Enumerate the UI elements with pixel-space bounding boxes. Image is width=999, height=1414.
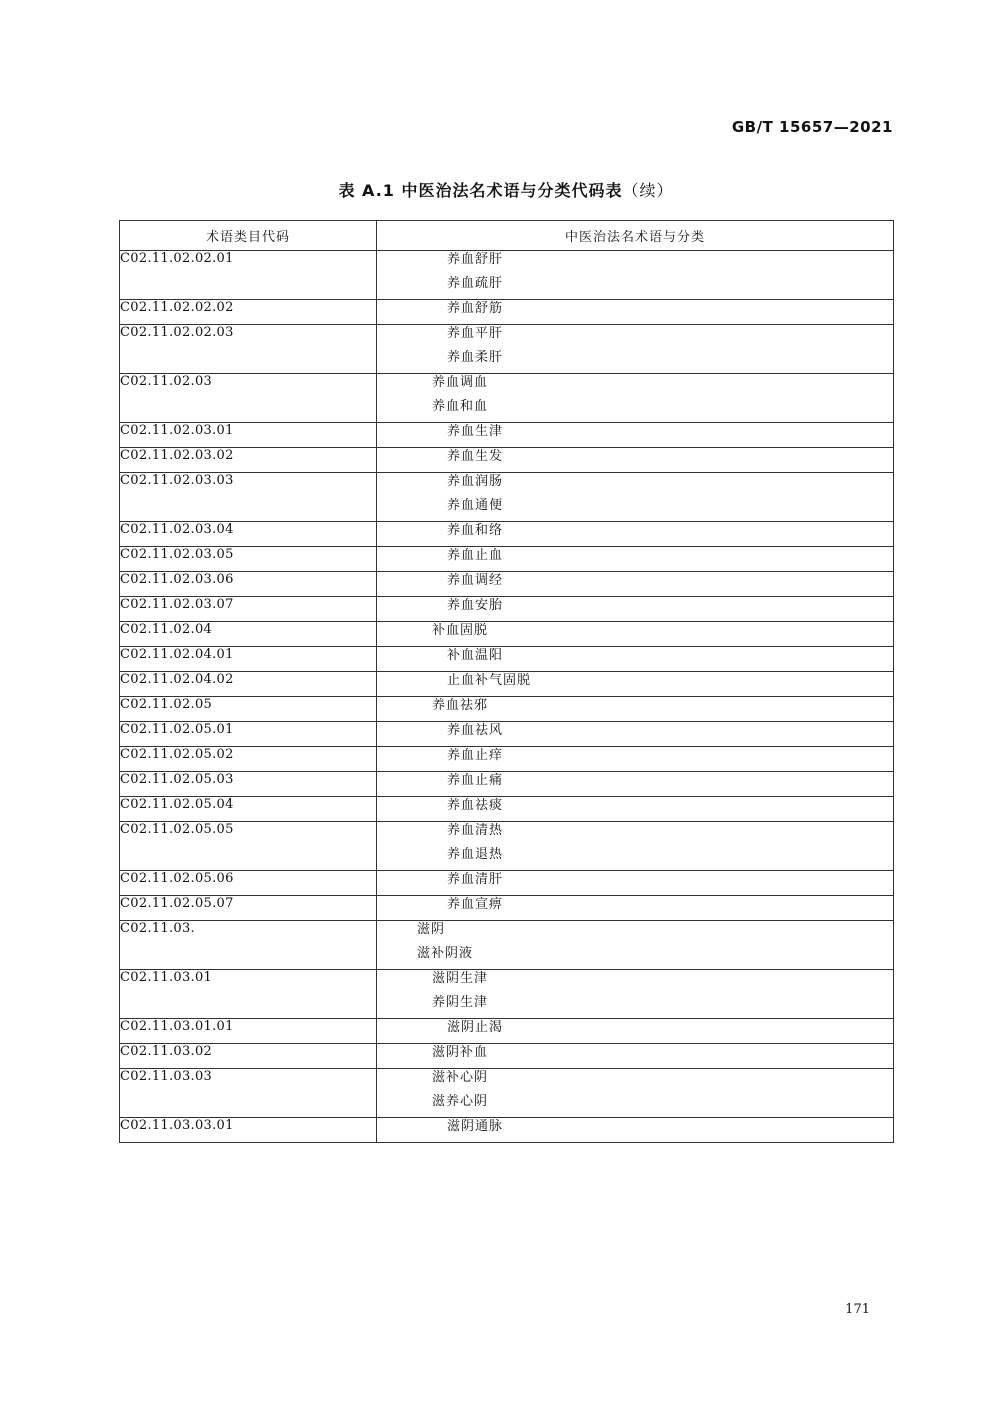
term-code-cell: C02.11.03.	[120, 921, 377, 970]
term-name: 滋养心阴	[432, 1094, 489, 1109]
term-code-cell: C02.11.02.04.02	[120, 672, 377, 697]
term-name: 养阴生津	[432, 995, 489, 1010]
page-number: 171	[845, 1302, 870, 1317]
term-name: 滋阴通脉	[447, 1119, 504, 1134]
term-name: 补血固脱	[432, 623, 489, 638]
term-name-cell	[377, 1044, 894, 1069]
table-caption-continued: （续）	[622, 181, 674, 200]
term-code-cell: C02.11.02.03.05	[120, 547, 377, 572]
term-code-cell: C02.11.02.02.02	[120, 300, 377, 325]
standard-number: GB/T 15657—2021	[731, 118, 893, 136]
term-name-cell	[377, 473, 894, 522]
table-row	[120, 1069, 894, 1118]
term-code-cell: C02.11.02.05	[120, 697, 377, 722]
term-name-cell	[377, 871, 894, 896]
term-name-cell	[377, 374, 894, 423]
table-caption	[0, 178, 999, 201]
term-code-cell: C02.11.03.01	[120, 970, 377, 1019]
term-name-cell	[377, 597, 894, 622]
term-name: 滋补阴液	[417, 946, 474, 961]
term-name: 养血清热	[447, 823, 504, 838]
term-name: 养血润肠	[447, 474, 504, 489]
term-code-cell: C02.11.02.03.04	[120, 522, 377, 547]
term-code-cell: C02.11.02.02.01	[120, 251, 377, 300]
table-caption-title: 表 A.1 中医治法名术语与分类代码表	[338, 181, 623, 200]
table-body	[120, 251, 894, 1143]
term-name: 滋补心阴	[432, 1070, 489, 1085]
term-code-cell: C02.11.02.05.01	[120, 722, 377, 747]
term-name-cell	[377, 722, 894, 747]
term-name-cell	[377, 772, 894, 797]
table-row	[120, 448, 894, 473]
term-name-cell	[377, 300, 894, 325]
term-code-cell: C02.11.03.03.01	[120, 1118, 377, 1143]
term-code-cell: C02.11.02.05.03	[120, 772, 377, 797]
term-name-cell	[377, 797, 894, 822]
term-code-cell: C02.11.02.03.03	[120, 473, 377, 522]
table-row	[120, 797, 894, 822]
term-code-cell: C02.11.03.03	[120, 1069, 377, 1118]
table-header-row	[120, 221, 894, 251]
term-name-cell	[377, 822, 894, 871]
term-name: 养血止血	[447, 548, 504, 563]
term-name: 养血疏肝	[447, 276, 504, 291]
term-name: 养血生津	[447, 424, 504, 439]
table-row	[120, 622, 894, 647]
table-row	[120, 772, 894, 797]
table-row	[120, 597, 894, 622]
term-code-cell: C02.11.03.01.01	[120, 1019, 377, 1044]
term-name-cell	[377, 522, 894, 547]
table-row	[120, 697, 894, 722]
table-row	[120, 896, 894, 921]
term-name: 养血退热	[447, 847, 504, 862]
term-name-cell	[377, 1069, 894, 1118]
term-name: 养血生发	[447, 449, 504, 464]
term-name: 养血清肝	[447, 872, 504, 887]
term-name: 养血调经	[447, 573, 504, 588]
table-row	[120, 970, 894, 1019]
term-name: 养血和血	[432, 399, 489, 414]
table-row	[120, 921, 894, 970]
term-code-cell: C02.11.02.05.05	[120, 822, 377, 871]
term-name-cell	[377, 1118, 894, 1143]
term-name-cell	[377, 1019, 894, 1044]
table-row	[120, 1118, 894, 1143]
term-name: 养血和络	[447, 523, 504, 538]
table-row	[120, 647, 894, 672]
term-name-cell	[377, 251, 894, 300]
term-name: 养血舒筋	[447, 301, 504, 316]
term-name-cell	[377, 325, 894, 374]
term-name-cell	[377, 622, 894, 647]
table-row	[120, 572, 894, 597]
term-name: 滋阴止渴	[447, 1020, 504, 1035]
term-code-cell: C02.11.02.03.01	[120, 423, 377, 448]
term-name: 补血温阳	[447, 648, 504, 663]
term-name-cell	[377, 896, 894, 921]
table-row	[120, 1044, 894, 1069]
table-row	[120, 522, 894, 547]
term-code-cell: C02.11.02.05.06	[120, 871, 377, 896]
term-name: 滋阴	[417, 922, 446, 937]
term-name: 止血补气固脱	[447, 673, 532, 688]
table-row	[120, 547, 894, 572]
term-name: 养血宣痹	[447, 897, 504, 912]
table-row	[120, 747, 894, 772]
term-name-cell	[377, 547, 894, 572]
term-code-table	[119, 220, 894, 1143]
column-header-code: 术语类目代码	[120, 221, 377, 251]
term-code-cell: C02.11.02.04.01	[120, 647, 377, 672]
term-code-cell: C02.11.02.03	[120, 374, 377, 423]
table-row	[120, 722, 894, 747]
term-name: 养血通便	[447, 498, 504, 513]
term-name-cell	[377, 448, 894, 473]
term-code-cell: C02.11.02.05.04	[120, 797, 377, 822]
term-code-cell: C02.11.02.05.02	[120, 747, 377, 772]
table-row	[120, 1019, 894, 1044]
table-row	[120, 672, 894, 697]
table-row	[120, 423, 894, 448]
term-code-cell: C02.11.03.02	[120, 1044, 377, 1069]
table-row	[120, 325, 894, 374]
table-row	[120, 251, 894, 300]
term-name: 养血祛风	[447, 723, 504, 738]
column-header-term: 中医治法名术语与分类	[377, 221, 894, 251]
term-name-cell	[377, 647, 894, 672]
term-name: 养血平肝	[447, 326, 504, 341]
term-name-cell	[377, 747, 894, 772]
table-row	[120, 822, 894, 871]
term-name-cell	[377, 697, 894, 722]
table-row	[120, 473, 894, 522]
term-name-cell	[377, 921, 894, 970]
term-name-cell	[377, 672, 894, 697]
term-name: 养血止痛	[447, 773, 504, 788]
term-name-cell	[377, 423, 894, 448]
table-row	[120, 374, 894, 423]
term-code-cell: C02.11.02.04	[120, 622, 377, 647]
term-name: 养血舒肝	[447, 252, 504, 267]
term-code-cell: C02.11.02.03.02	[120, 448, 377, 473]
table-row	[120, 871, 894, 896]
term-name: 滋阴补血	[432, 1045, 489, 1060]
term-name: 养血祛邪	[432, 698, 489, 713]
term-name: 养血安胎	[447, 598, 504, 613]
term-name: 养血止痒	[447, 748, 504, 763]
table-row	[120, 300, 894, 325]
term-name-cell	[377, 970, 894, 1019]
term-code-cell: C02.11.02.03.07	[120, 597, 377, 622]
term-code-cell: C02.11.02.05.07	[120, 896, 377, 921]
term-code-cell: C02.11.02.02.03	[120, 325, 377, 374]
term-code-cell: C02.11.02.03.06	[120, 572, 377, 597]
term-name-cell	[377, 572, 894, 597]
term-name: 养血柔肝	[447, 350, 504, 365]
term-name: 养血祛痰	[447, 798, 504, 813]
term-name: 滋阴生津	[432, 971, 489, 986]
term-name: 养血调血	[432, 375, 489, 390]
